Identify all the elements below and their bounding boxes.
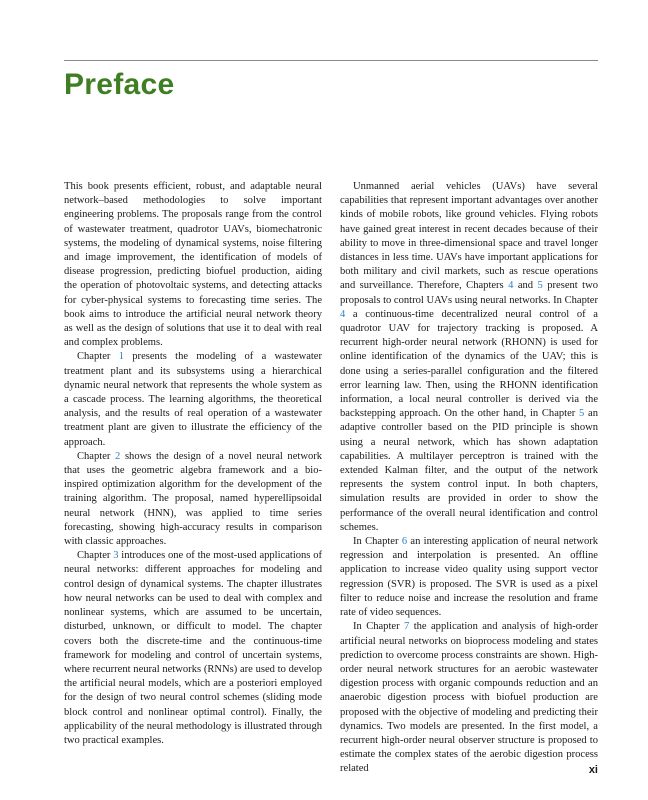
paragraph-text: a continuous-time decentralized neural control of a quadrotor UAV for trajectory tracking is proposed. A recurrent high-order neural network (RHONN) is used for online identification of the dynamics of the UAV; this is done using a series-parallel configuration and the filtered error learning law. Then, using the RHONN identification information, a local neural controller is derived via the backstepping approach. On the other hand, in Chapter [340,308,598,420]
paragraph-text: an adaptive controller based on the PID principle is shown using a neural network, which has shown adaptation capabilities. A multilayer perceptron is trained with the extended Kalman filter, and the output of the network represents the system control input. In both chapters, simulation results are provided in order to show the performance of the overall neural identification and control schemes. [340,408,598,533]
paragraph-text: Chapter [77,450,116,462]
chapter-link[interactable]: 5 [579,408,585,420]
paragraph-text: presents the modeling of a wastewater treatment plant and its subsystems using a hierarchical dynamic neural network that represents the whole system as a cascade process. The learning algorithms, the theoretical analysis, and the results of real operation of a wastewater treatment plant are given to illustrate the efficiency of the approach. [64,351,322,448]
chapter-link[interactable]: 5 [537,280,543,292]
paragraph-text: Chapter [77,550,114,562]
chapter-link[interactable]: 6 [401,536,408,548]
chapter-link[interactable]: 4 [340,308,346,320]
chapter-link[interactable]: 7 [404,621,410,633]
header-rule [64,60,598,61]
chapter-link[interactable]: 3 [113,550,119,562]
right-column [340,180,598,777]
paragraph-text: and [513,280,538,292]
page-number: xi [588,764,598,776]
chapter-link[interactable]: 1 [118,351,124,363]
paragraph [64,350,322,449]
paragraph [340,180,598,535]
paragraph [64,450,322,549]
chapter-link[interactable]: 2 [115,450,121,462]
paragraph-text: shows the design of a novel neural network that uses the geometric algebra framework and a bio-inspired optimization algorithm for the development of the training algorithm. The proposal, named hyperellipsoidal neural network (HNN), was applied to time series forecasting, showing high-accuracy results in comparison with classic approaches. [64,450,322,548]
paragraph-text: In Chapter [353,536,402,548]
chapter-link[interactable]: 4 [508,280,514,292]
paragraph-text: Chapter [77,351,119,363]
paragraph-text: introduces one of the most-used applications of neural networks: different approaches for modeling and control design of dynamical systems. The chapter illustrates how neural networks can be used to deal with complex and nonlinear systems, which are assumed to be uncertain, disturbed, unknown, or difficult to model. The chapter covers both the discrete-time and the continuous-time framework for modeling and control of uncertain systems, where recurrent neural networks (RNNs) are used to develop the artificial neural models, which are a posteriori employed for the design of two neural control schemes (sliding mode block control and nonlinear optimal control). Finally, the applicability of the neural methodology is illustrated through two practical examples. [64,550,322,746]
paragraph [64,549,322,748]
paragraph [340,535,598,620]
paragraph-text: the application and analysis of high-order artificial neural networks on bioprocess modeling and states prediction to overcome process constraints are shown. High-order neural network structures for an aerobic wastewater digestion process with organic compounds reduction and an anaerobic digestion process with biofuel production are proposed with the objective of modeling and predicting their dynamics. Two models are presented. In the first model, a recurrent high-order neural observer structure is proposed to estimate the complex states of the aerobic digestion process related [340,621,598,775]
paragraph-text: present two proposals to control UAVs using neural networks. In Chapter [340,280,598,306]
paragraph-text: an interesting application of neural network regression and interpolation is presented. An offline application to increase video quality using support vector regression (SVR) is proposed. The SVR is used as a pixel filter to reduce noise and increase the resolution and frame rate of video sequences. [340,536,599,619]
paragraph [340,620,598,776]
paragraph-text: In Chapter [353,621,404,633]
paragraph [64,180,322,350]
paragraph-text: Unmanned aerial vehicles (UAVs) have several capabilities that represent important advantages over another kinds of mobile robots, like ground vehicles. Flying robots have gained great interest in recent decades because of their ability to move in three-dimensional space and travel longer distances in less time. UAVs have important applications for both military and civil markets, such as rescue operations and surveillance. Therefore, Chapters [340,181,598,292]
paragraph-text: This book presents efficient, robust, and adaptable neural network–based methodologies to solve important engineering problems. The proposals range from the control of wastewater treatment, quadrotor UAVs, biomechatronic systems, the modeling of dynamical systems, noise filtering and image improvement, the identification of models of disease progression, predicting biofuel production, aiding the operation of photovoltaic systems, and detecting attacks for cyber-physical systems to forecasting time series. The book aims to introduce the artificial neural network theory as well as the design of solutions that use it to deal with real and complex problems. [64,181,322,349]
page-title: Preface [64,68,175,101]
left-column [64,180,322,748]
